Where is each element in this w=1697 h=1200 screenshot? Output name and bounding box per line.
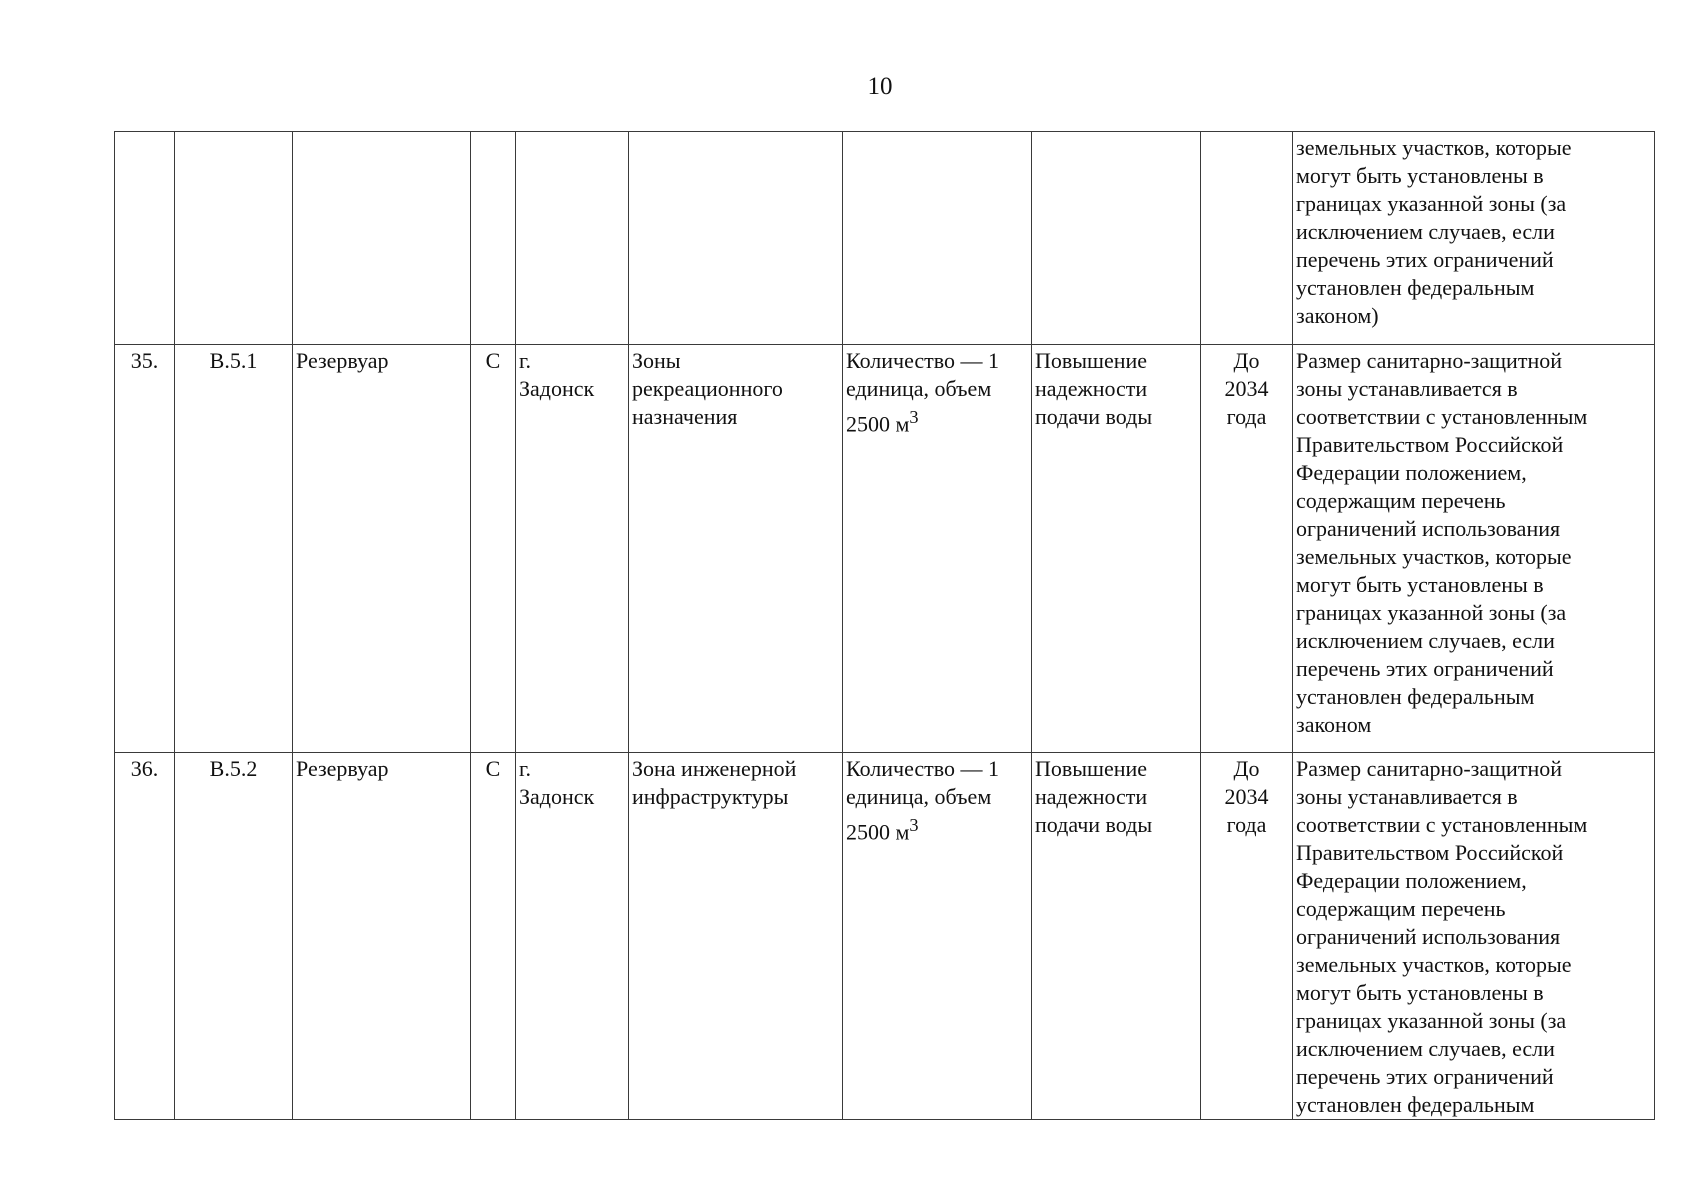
- object-location: г. Задонск: [519, 756, 595, 809]
- object-status: С: [485, 348, 501, 373]
- cell-purpose: [1032, 345, 1201, 753]
- cell-purpose: [1032, 753, 1201, 1120]
- cell-name: [293, 345, 471, 753]
- object-zone: Зона инженерной инфраструктуры: [632, 756, 797, 809]
- object-purpose: Повышение надежности подачи воды: [1035, 348, 1153, 429]
- cell-note: [1293, 753, 1655, 1120]
- cell-code: [175, 345, 293, 753]
- table-row: [115, 345, 1655, 753]
- cell-code: [175, 132, 293, 345]
- object-zone: Зоны рекреационного назначения: [632, 348, 783, 429]
- cell-characteristics: [843, 345, 1032, 753]
- cell-name: [293, 753, 471, 1120]
- object-characteristics: [846, 755, 1028, 846]
- object-purpose: Повышение надежности подачи воды: [1035, 756, 1153, 837]
- cell-status: [471, 753, 516, 1120]
- cell-zone: [629, 753, 843, 1120]
- row-number: 35.: [130, 348, 159, 373]
- cell-purpose: [1032, 132, 1201, 345]
- cell-location: [516, 345, 629, 753]
- characteristics-superscript: 3: [909, 815, 919, 835]
- characteristics-text: Количество — 1 единица, объем 2500 м: [846, 348, 1000, 437]
- table-row: [115, 753, 1655, 1120]
- cell-characteristics: [843, 132, 1032, 345]
- object-status: С: [485, 756, 501, 781]
- page-number: 10: [867, 73, 893, 100]
- cell-status: [471, 132, 516, 345]
- object-code: В.5.2: [209, 756, 258, 781]
- cell-num: [115, 345, 175, 753]
- object-characteristics: [846, 347, 1028, 438]
- cell-location: [516, 132, 629, 345]
- cell-note: [1293, 345, 1655, 753]
- table-row-continued: [115, 132, 1655, 345]
- cell-zone: [629, 345, 843, 753]
- object-term: До 2034 года: [1224, 756, 1269, 837]
- object-name: Резервуар: [296, 756, 389, 781]
- cell-code: [175, 753, 293, 1120]
- cell-location: [516, 753, 629, 1120]
- cell-num: [115, 132, 175, 345]
- note-text: земельных участков, которые могут быть установлены в границах указанной зоны (за исключением случаев, если перечень этих ограничений установлен федеральным законом): [1296, 135, 1572, 328]
- object-name: Резервуар: [296, 348, 389, 373]
- cell-zone: [629, 132, 843, 345]
- cell-term: [1201, 753, 1293, 1120]
- row-number: 36.: [130, 756, 159, 781]
- object-term: До 2034 года: [1224, 348, 1269, 429]
- cell-num: [115, 753, 175, 1120]
- cell-term: [1201, 132, 1293, 345]
- objects-table: [114, 131, 1655, 1120]
- object-location: г. Задонск: [519, 348, 595, 401]
- cell-name: [293, 132, 471, 345]
- cell-note: [1293, 132, 1655, 345]
- cell-characteristics: [843, 753, 1032, 1120]
- note-text: Размер санитарно-защитной зоны устанавливается в соответствии с установленным Правительством Российской Федерации положением, содержащим перечень ограничений использования земельных участков, которые могут быть установлены в границах указанной зоны (за исключением случаев, если перечень этих ограничений установлен федеральным: [1296, 756, 1588, 1117]
- cell-status: [471, 345, 516, 753]
- note-text: Размер санитарно-защитной зоны устанавливается в соответствии с установленным Правительством Российской Федерации положением, содержащим перечень ограничений использования земельных участков, которые могут быть установлены в границах указанной зоны (за исключением случаев, если перечень этих ограничений установлен федеральным законом: [1296, 348, 1588, 737]
- object-code: В.5.1: [209, 348, 258, 373]
- cell-term: [1201, 345, 1293, 753]
- characteristics-superscript: 3: [909, 407, 919, 427]
- characteristics-text: Количество — 1 единица, объем 2500 м: [846, 756, 1000, 845]
